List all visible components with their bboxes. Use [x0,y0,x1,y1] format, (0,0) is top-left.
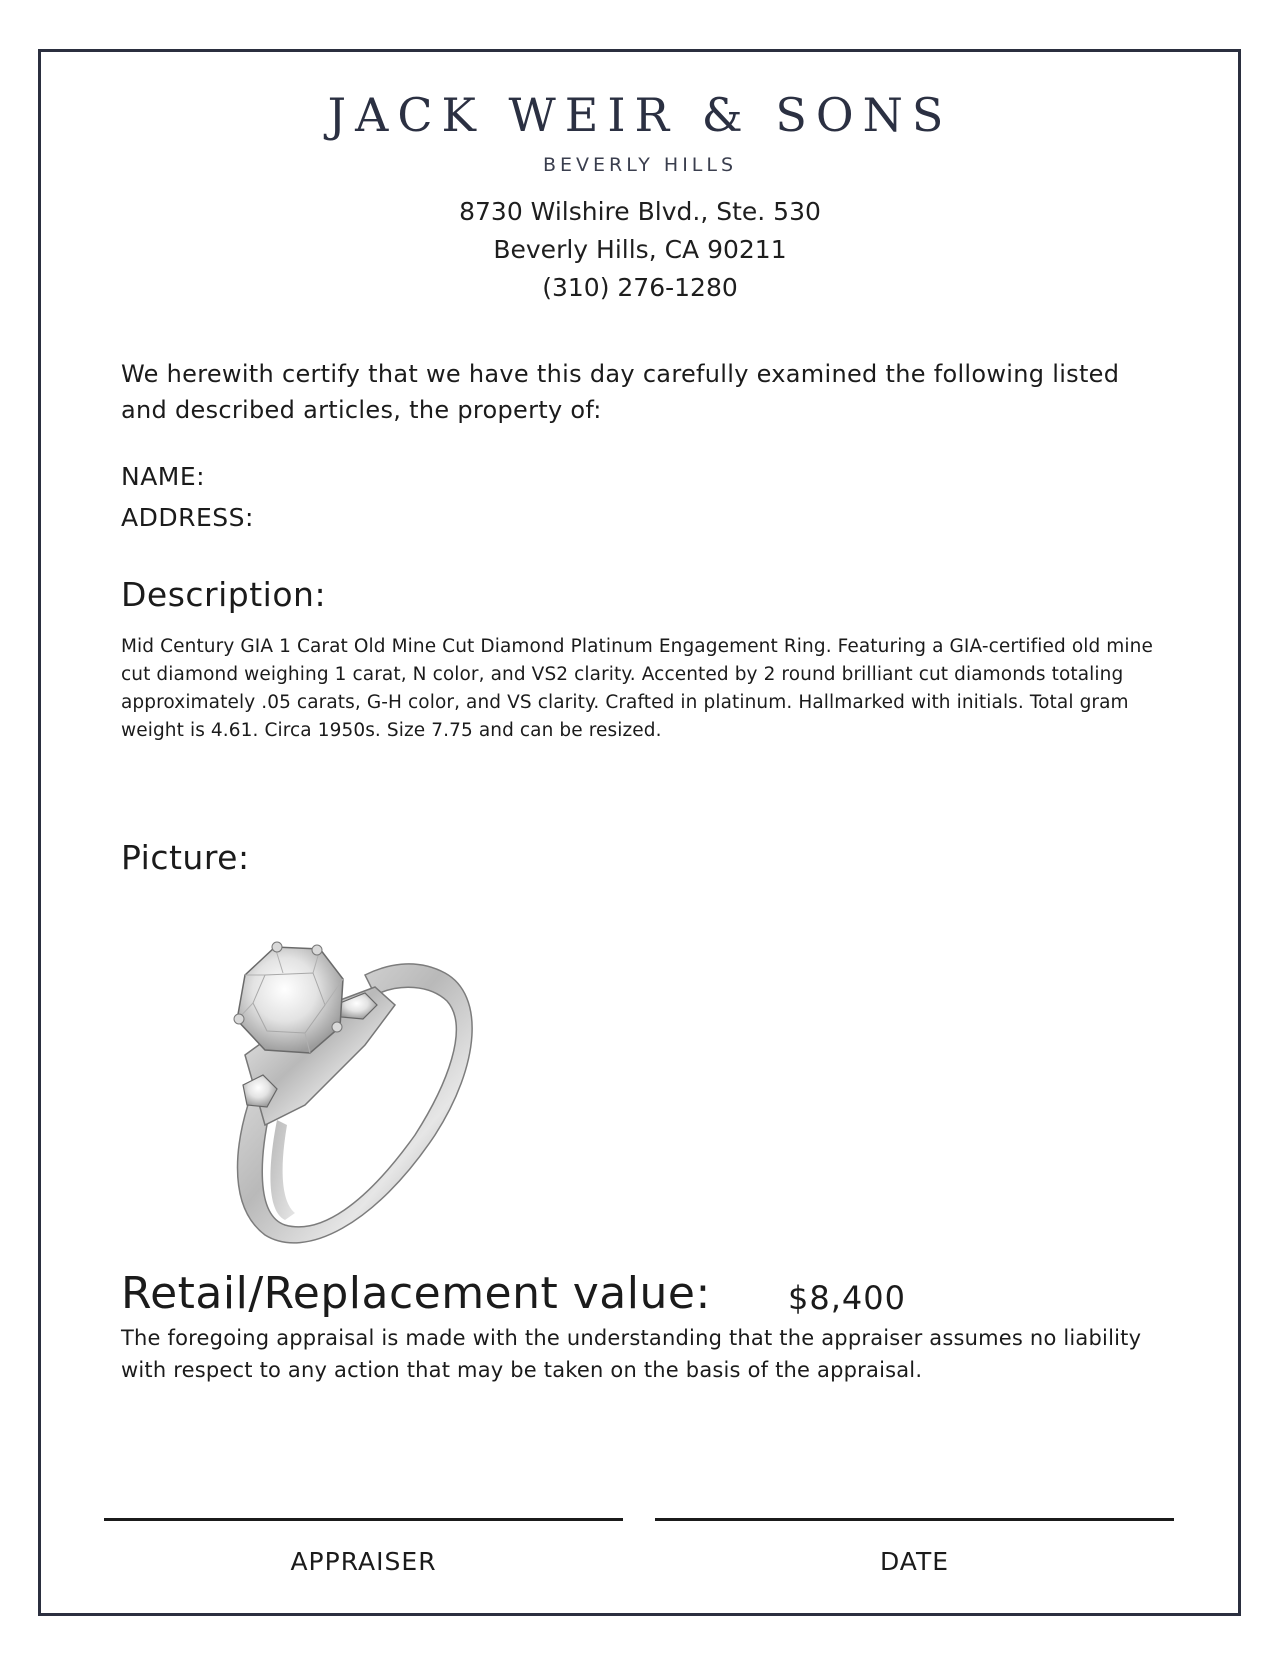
value-label: Retail/Replacement value: [121,1268,711,1319]
description-text: Mid Century GIA 1 Carat Old Mine Cut Diamond Platinum Engagement Ring. Featuring a GIA-certified old mine cut diamond weighing 1 carat, N color, and VS2 clarity. Accented by 2 round brilliant cut diamonds totaling approximately .05 carats, G-H color, and VS clarity. Crafted in platinum. Hallmarked with initials. Total gram weight is 4.61. Circa 1950s. Size 7.75 and can be resized. [121,636,1153,741]
description-heading: Description: [121,575,327,614]
picture-heading: Picture: [121,838,250,877]
address-line-1: 8730 Wilshire Blvd., Ste. 530 [459,197,821,226]
company-name: JACK WEIR & SONS [327,88,953,142]
phone-number: (310) 276-1280 [542,273,738,302]
disclaimer-text: The foregoing appraisal is made with the understanding that the appraiser assumes no liability with respect to any action that may be taken on the basis of the appraisal. [121,1326,1142,1382]
name-field-label: NAME: [121,462,206,491]
address-line-2: Beverly Hills, CA 90211 [493,235,787,264]
appraiser-label: APPRAISER [290,1547,437,1576]
appraiser-signature-line [104,1518,623,1521]
certification-statement: We herewith certify that we have this day carefully examined the following listed and described articles, the property of: [121,360,1120,424]
date-label: DATE [879,1547,950,1576]
value-amount: $8,400 [788,1279,906,1317]
company-location: BEVERLY HILLS [542,154,738,176]
ring-photo [225,935,525,1255]
date-signature-line [655,1518,1174,1521]
address-field-label: ADDRESS: [121,503,254,532]
